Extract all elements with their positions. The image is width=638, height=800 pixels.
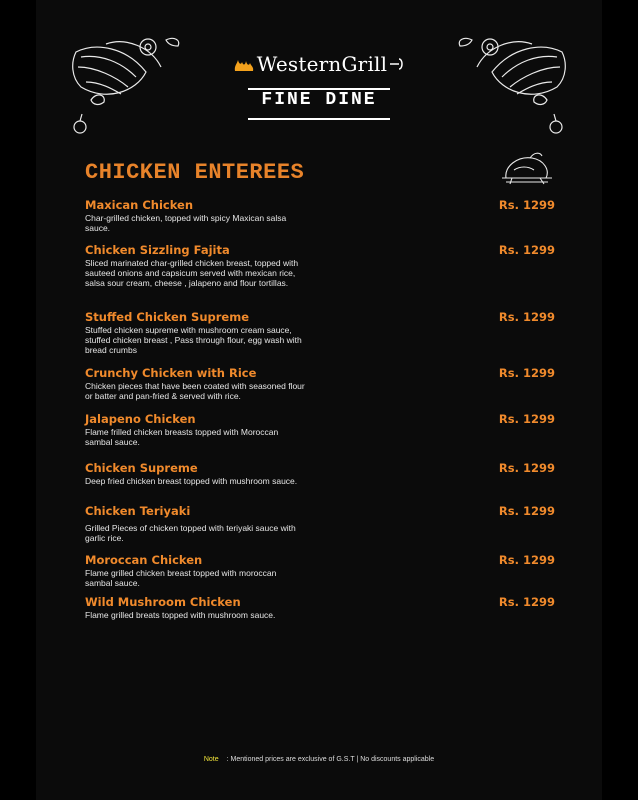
menu-item	[85, 553, 555, 588]
item-description: Grilled Pieces of chicken topped with teriyaki sauce with garlic rice.	[85, 523, 296, 543]
item-description: Flame grilled chicken breast topped with moroccan sambal sauce.	[85, 568, 277, 588]
subtitle-rule-bottom	[248, 118, 390, 120]
note-label: Note	[203, 756, 219, 763]
item-description: Deep fried chicken breast topped with mushroom sauce.	[85, 476, 298, 486]
vegetable-illustration-left	[66, 32, 186, 137]
item-name: Stuffed Chicken Supreme	[85, 310, 249, 324]
item-description: Flame grilled breats topped with mushroom sauce.	[85, 610, 276, 620]
item-description: Flame frilled chicken breasts topped with Moroccan sambal sauce.	[85, 427, 279, 447]
menu-item	[85, 198, 555, 233]
fork-icon	[389, 57, 405, 71]
menu-item	[85, 412, 555, 447]
section-title: CHICKEN ENTEREES	[85, 160, 305, 185]
item-description: Stuffed chicken supreme with mushroom cream sauce, stuffed chicken breast , Pass through flour, egg wash with bread crumbs	[85, 325, 302, 355]
item-name: Chicken Teriyaki	[85, 504, 191, 518]
item-price: Rs. 1299	[498, 243, 555, 257]
menu-page	[36, 0, 602, 800]
item-price: Rs. 1299	[498, 198, 555, 212]
item-name: Jalapeno Chicken	[85, 412, 196, 426]
menu-item	[85, 504, 555, 543]
item-price: Rs. 1299	[498, 504, 555, 518]
menu-item	[85, 310, 555, 355]
item-name: Maxican Chicken	[85, 198, 194, 212]
item-name: Chicken Supreme	[85, 461, 198, 475]
item-description: Chicken pieces that have been coated with seasoned flour or batter and pan-fried & served with rice.	[85, 381, 305, 401]
item-description: Char-grilled chicken, topped with spicy Maxican salsa sauce.	[85, 213, 287, 233]
note-text: : Mentioned prices are exclusive of G.S.T | No discounts applicable	[226, 756, 435, 763]
item-price: Rs. 1299	[498, 595, 555, 609]
item-price: Rs. 1299	[498, 553, 555, 567]
menu-item	[85, 461, 555, 486]
brand-name: WesternGrill	[256, 52, 388, 76]
item-name: Crunchy Chicken with Rice	[85, 366, 257, 380]
roast-chicken-icon	[500, 148, 554, 186]
item-description: Sliced marinated char-grilled chicken breast, topped with sauteed onions and capsicum served with mexican rice, salsa sour cream, cheese , jalapeno and flour tortillas.	[85, 258, 299, 288]
vegetable-illustration-right	[452, 32, 572, 137]
subtitle: FINE DINE	[261, 90, 377, 110]
item-name: Moroccan Chicken	[85, 553, 203, 567]
item-price: Rs. 1299	[498, 412, 555, 426]
menu-item	[85, 595, 555, 620]
item-price: Rs. 1299	[498, 461, 555, 475]
flame-icon	[233, 56, 255, 72]
footer-note	[36, 756, 602, 763]
item-name: Wild Mushroom Chicken	[85, 595, 241, 609]
item-price: Rs. 1299	[498, 366, 555, 380]
menu-item	[85, 243, 555, 288]
menu-item	[85, 366, 555, 401]
item-name: Chicken Sizzling Fajita	[85, 243, 230, 257]
item-price: Rs. 1299	[498, 310, 555, 324]
brand-logo	[36, 52, 602, 77]
